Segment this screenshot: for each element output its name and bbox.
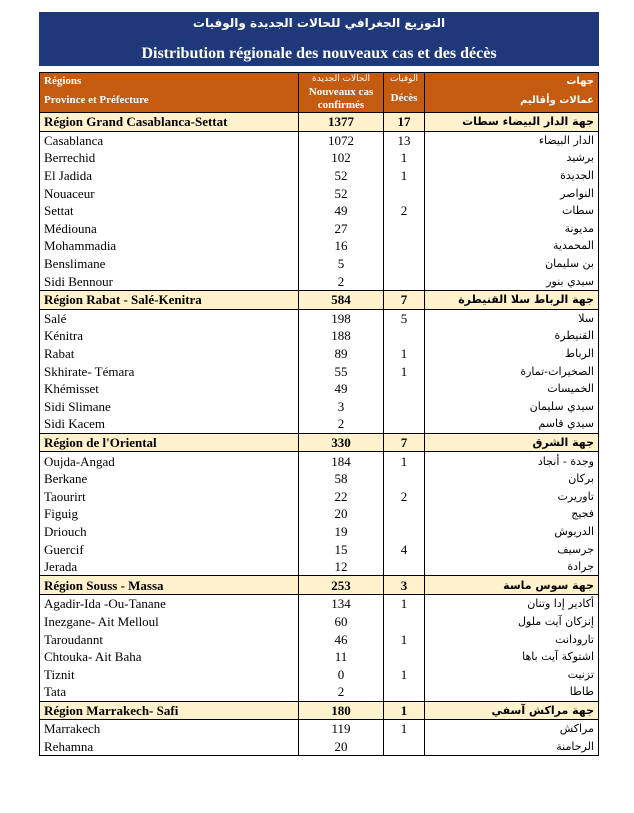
province-row	[40, 398, 599, 416]
province-cases: 55	[299, 362, 384, 380]
province-row	[40, 470, 599, 488]
province-row	[40, 362, 599, 380]
header-new-cases-ar: الحالات الجديدة	[312, 74, 370, 84]
region-name-fr: Région Marrakech- Safi	[40, 701, 299, 720]
province-name-fr: Berkane	[40, 470, 299, 488]
header-new-cases	[299, 73, 384, 113]
province-name-ar: المحمدية	[425, 237, 599, 255]
province-name-fr: Settat	[40, 202, 299, 220]
province-name-fr: Figuig	[40, 505, 299, 523]
province-row	[40, 540, 599, 558]
header-regions-ar-line1: جهات	[566, 76, 594, 87]
province-name-fr: Kénitra	[40, 327, 299, 345]
province-cases: 52	[299, 184, 384, 202]
province-cases: 134	[299, 595, 384, 613]
region-cases: 253	[299, 576, 384, 595]
province-name-fr: El Jadida	[40, 167, 299, 185]
province-cases: 60	[299, 613, 384, 631]
province-deaths	[384, 558, 425, 576]
province-name-fr: Rehamna	[40, 738, 299, 756]
province-cases: 12	[299, 558, 384, 576]
province-name-fr: Sidi Kacem	[40, 415, 299, 433]
province-row	[40, 327, 599, 345]
province-name-ar: القنيطرة	[425, 327, 599, 345]
province-cases: 58	[299, 470, 384, 488]
province-cases: 3	[299, 398, 384, 416]
region-name-ar: جهة سوس ماسة	[425, 576, 599, 595]
province-deaths: 1	[384, 167, 425, 185]
province-cases: 89	[299, 345, 384, 363]
region-row	[40, 433, 599, 452]
province-row	[40, 452, 599, 470]
header-regions-line2: Province et Préfecture	[44, 94, 149, 106]
province-name-ar: إنزكان آيت ملول	[425, 613, 599, 631]
province-name-ar: سيدي سليمان	[425, 398, 599, 416]
header-regions-ar	[425, 73, 599, 113]
province-deaths: 1	[384, 595, 425, 613]
region-deaths: 7	[384, 290, 425, 309]
province-cases: 49	[299, 202, 384, 220]
province-cases: 2	[299, 272, 384, 290]
region-name-ar: جهة الشرق	[425, 433, 599, 452]
province-deaths: 1	[384, 149, 425, 167]
province-row	[40, 149, 599, 167]
province-row	[40, 184, 599, 202]
province-name-ar: تزنيت	[425, 665, 599, 683]
region-deaths: 3	[384, 576, 425, 595]
title-banner	[39, 12, 599, 66]
province-row	[40, 665, 599, 683]
province-row	[40, 345, 599, 363]
province-deaths	[384, 272, 425, 290]
province-deaths	[384, 613, 425, 631]
province-deaths	[384, 220, 425, 238]
province-name-ar: تاوريرت	[425, 487, 599, 505]
province-deaths: 1	[384, 452, 425, 470]
province-name-ar: وجدة - أنجاد	[425, 452, 599, 470]
title-arabic: التوزيع الجغرافي للحالات الجديدة والوفيات	[192, 16, 446, 30]
province-deaths: 13	[384, 131, 425, 149]
region-row	[40, 113, 599, 132]
province-name-ar: جرسيف	[425, 540, 599, 558]
province-cases: 16	[299, 237, 384, 255]
province-row	[40, 505, 599, 523]
region-cases: 584	[299, 290, 384, 309]
province-deaths	[384, 327, 425, 345]
province-name-ar: سطات	[425, 202, 599, 220]
province-name-ar: سيدي بنور	[425, 272, 599, 290]
province-name-fr: Driouch	[40, 523, 299, 541]
region-deaths: 7	[384, 433, 425, 452]
province-name-ar: برشيد	[425, 149, 599, 167]
province-deaths	[384, 470, 425, 488]
province-name-ar: سلا	[425, 309, 599, 327]
region-cases: 330	[299, 433, 384, 452]
province-deaths	[384, 255, 425, 273]
province-row	[40, 237, 599, 255]
province-deaths: 2	[384, 202, 425, 220]
region-cases: 180	[299, 701, 384, 720]
province-name-fr: Khémisset	[40, 380, 299, 398]
province-name-fr: Nouaceur	[40, 184, 299, 202]
province-row	[40, 220, 599, 238]
province-cases: 1072	[299, 131, 384, 149]
header-deaths	[384, 73, 425, 113]
province-row	[40, 167, 599, 185]
province-deaths: 1	[384, 720, 425, 738]
province-cases: 184	[299, 452, 384, 470]
province-cases: 188	[299, 327, 384, 345]
province-cases: 198	[299, 309, 384, 327]
province-deaths	[384, 505, 425, 523]
distribution-table	[39, 72, 599, 756]
province-name-ar: الصخيرات-تمارة	[425, 362, 599, 380]
region-name-ar: جهة الدار البيضاء سطات	[425, 113, 599, 132]
province-name-fr: Sidi Bennour	[40, 272, 299, 290]
province-name-fr: Tata	[40, 683, 299, 701]
region-name-fr: Région Rabat - Salé-Kenitra	[40, 290, 299, 309]
province-cases: 119	[299, 720, 384, 738]
province-deaths: 5	[384, 309, 425, 327]
province-name-fr: Berrechid	[40, 149, 299, 167]
province-name-fr: Chtouka- Ait Baha	[40, 648, 299, 666]
region-deaths: 17	[384, 113, 425, 132]
header-regions-line1: Régions	[44, 75, 82, 87]
province-name-ar: الخميسات	[425, 380, 599, 398]
region-row	[40, 576, 599, 595]
province-name-ar: أكادير إدا وتنان	[425, 595, 599, 613]
header-new-cases-fr: Nouveaux cas confirmés	[308, 86, 374, 111]
province-name-fr: Skhirate- Témara	[40, 362, 299, 380]
province-deaths: 1	[384, 630, 425, 648]
region-name-fr: Région de l'Oriental	[40, 433, 299, 452]
province-cases: 20	[299, 505, 384, 523]
province-row	[40, 309, 599, 327]
province-name-fr: Salé	[40, 309, 299, 327]
province-name-fr: Marrakech	[40, 720, 299, 738]
province-name-fr: Inezgane- Ait Melloul	[40, 613, 299, 631]
region-name-fr: Région Grand Casablanca-Settat	[40, 113, 299, 132]
province-cases: 5	[299, 255, 384, 273]
province-row	[40, 630, 599, 648]
province-name-fr: Taourirt	[40, 487, 299, 505]
province-name-fr: Agadir-Ida -Ou-Tanane	[40, 595, 299, 613]
province-deaths	[384, 184, 425, 202]
province-name-fr: Oujda-Angad	[40, 452, 299, 470]
province-name-ar: مراكش	[425, 720, 599, 738]
province-deaths: 4	[384, 540, 425, 558]
province-deaths	[384, 523, 425, 541]
table-header-row	[40, 73, 599, 113]
province-deaths	[384, 415, 425, 433]
province-cases: 46	[299, 630, 384, 648]
province-name-ar: تارودانت	[425, 630, 599, 648]
province-deaths: 1	[384, 362, 425, 380]
region-row	[40, 290, 599, 309]
province-name-fr: Guercif	[40, 540, 299, 558]
region-name-ar: جهة الرباط سلا القنيطرة	[425, 290, 599, 309]
province-cases: 2	[299, 415, 384, 433]
province-deaths	[384, 648, 425, 666]
header-deaths-ar: الوفيات	[389, 74, 419, 84]
province-row	[40, 738, 599, 756]
province-row	[40, 415, 599, 433]
region-deaths: 1	[384, 701, 425, 720]
province-name-ar: بن سليمان	[425, 255, 599, 273]
region-cases: 1377	[299, 113, 384, 132]
province-deaths	[384, 237, 425, 255]
province-row	[40, 683, 599, 701]
province-cases: 49	[299, 380, 384, 398]
province-row	[40, 558, 599, 576]
province-name-fr: Casablanca	[40, 131, 299, 149]
province-name-ar: الرباط	[425, 345, 599, 363]
province-row	[40, 613, 599, 631]
province-name-ar: الرحامنة	[425, 738, 599, 756]
province-cases: 0	[299, 665, 384, 683]
province-name-ar: النواصر	[425, 184, 599, 202]
province-cases: 2	[299, 683, 384, 701]
province-name-ar: طاطا	[425, 683, 599, 701]
province-name-fr: Sidi Slimane	[40, 398, 299, 416]
province-deaths: 1	[384, 345, 425, 363]
province-row	[40, 202, 599, 220]
province-name-fr: Tiznit	[40, 665, 299, 683]
province-cases: 22	[299, 487, 384, 505]
province-deaths: 2	[384, 487, 425, 505]
province-cases: 19	[299, 523, 384, 541]
province-name-fr: Médiouna	[40, 220, 299, 238]
province-name-fr: Taroudannt	[40, 630, 299, 648]
province-row	[40, 131, 599, 149]
province-deaths	[384, 683, 425, 701]
province-name-ar: سيدي قاسم	[425, 415, 599, 433]
province-name-ar: جرادة	[425, 558, 599, 576]
province-name-fr: Rabat	[40, 345, 299, 363]
province-deaths: 1	[384, 665, 425, 683]
province-row	[40, 272, 599, 290]
title-french: Distribution régionale des nouveaux cas et des décès	[141, 45, 497, 62]
province-row	[40, 720, 599, 738]
province-name-ar: فجيج	[425, 505, 599, 523]
province-name-fr: Mohammadia	[40, 237, 299, 255]
province-cases: 20	[299, 738, 384, 756]
header-regions	[40, 73, 299, 113]
header-deaths-fr: Décès	[390, 92, 418, 104]
province-cases: 15	[299, 540, 384, 558]
province-row	[40, 523, 599, 541]
province-name-ar: بركان	[425, 470, 599, 488]
province-name-ar: الدار البيضاء	[425, 131, 599, 149]
header-regions-ar-line2: عمالات وأقاليم	[520, 95, 594, 106]
province-row	[40, 648, 599, 666]
province-row	[40, 595, 599, 613]
region-name-ar: جهة مراكش آسفي	[425, 701, 599, 720]
province-name-ar: مديونة	[425, 220, 599, 238]
province-name-ar: الدريوش	[425, 523, 599, 541]
province-row	[40, 380, 599, 398]
province-cases: 102	[299, 149, 384, 167]
province-row	[40, 487, 599, 505]
province-row	[40, 255, 599, 273]
region-name-fr: Région Souss - Massa	[40, 576, 299, 595]
province-deaths	[384, 738, 425, 756]
region-row	[40, 701, 599, 720]
province-cases: 27	[299, 220, 384, 238]
province-cases: 11	[299, 648, 384, 666]
province-cases: 52	[299, 167, 384, 185]
province-name-ar: اشتوكة آيت باها	[425, 648, 599, 666]
province-name-fr: Benslimane	[40, 255, 299, 273]
province-name-ar: الجديدة	[425, 167, 599, 185]
province-deaths	[384, 380, 425, 398]
province-deaths	[384, 398, 425, 416]
province-name-fr: Jerada	[40, 558, 299, 576]
